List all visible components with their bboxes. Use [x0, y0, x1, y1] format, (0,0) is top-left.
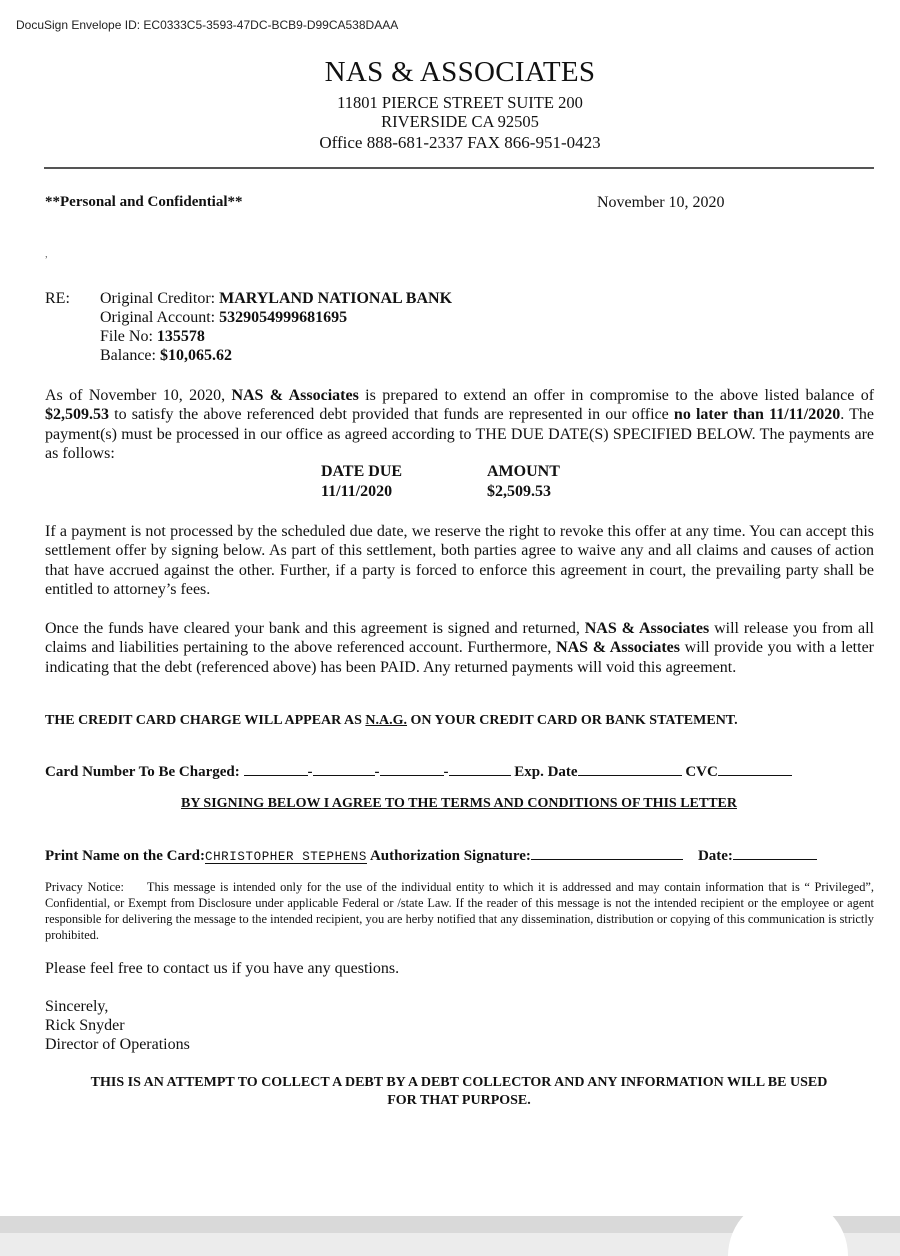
- authorization-signature-label: Authorization Signature:: [369, 848, 531, 864]
- creditor-label: Original Creditor:: [100, 290, 220, 307]
- release-text: will release you from all claims and liabilities pertaining to the above referenced account. Furthermore,: [45, 620, 874, 657]
- exp-date-field[interactable]: [578, 762, 682, 776]
- company-ref: NAS & Associates: [584, 620, 710, 637]
- company-ref: NAS & Associates: [556, 639, 680, 657]
- terms-paragraph: If a payment is not processed by the scheduled due date, we reserve the right to revoke this offer at any time. You can accept this settlement offer by signing below. As part of this settlement, both parties agree to waive any and all claims and causes of action that have accrued against the other. Further, if a party is forced to enforce this agreement in court, the prevailing party shall be entitled to attorney’s fees.: [45, 523, 874, 599]
- offer-text: . The payment(s) must be processed in our office as agreed according to THE DUE DATE(S) SPECIFIED BELOW. The payments are as follows:: [45, 406, 874, 463]
- exp-date-label: Exp. Date: [514, 764, 578, 780]
- balance-value: $10,065.62: [159, 347, 232, 364]
- charge-descriptor: N.A.G.: [365, 713, 408, 728]
- header-divider: [44, 167, 874, 169]
- company-ref: NAS & Associates: [231, 387, 359, 404]
- privacy-notice: [45, 879, 874, 943]
- creditor-value: MARYLAND NATIONAL BANK: [219, 290, 453, 307]
- debt-disclaimer-line-2: FOR THAT PURPOSE.: [387, 1093, 531, 1108]
- offer-text: to satisfy the above referenced debt provided that funds are represented in our office: [109, 406, 674, 424]
- debt-disclaimer-line-1: THIS IS AN ATTEMPT TO COLLECT A DEBT BY A DEBT COLLECTOR AND ANY INFORMATION WILL BE USED: [90, 1075, 828, 1090]
- closing-salutation: Sincerely,: [45, 998, 109, 1015]
- privacy-notice-label: Privacy Notice:: [45, 880, 124, 894]
- address-line-1: 11801 PIERCE STREET SUITE 200: [337, 93, 583, 112]
- offer-text: is prepared to extend an offer in compromise to the above listed balance of: [358, 387, 875, 404]
- company-name: NAS & ASSOCIATES: [324, 56, 596, 88]
- cvc-field[interactable]: [718, 762, 792, 776]
- card-number-field-3[interactable]: [380, 762, 444, 776]
- original-account: [100, 309, 347, 327]
- due-amount-value: $2,509.53: [487, 483, 551, 500]
- print-name-label: Print Name on the Card:: [45, 848, 205, 864]
- signature-date-field[interactable]: [733, 846, 817, 860]
- file-number: [100, 328, 205, 346]
- signature-date-label: Date:: [697, 848, 733, 864]
- file-label: File No:: [100, 328, 157, 345]
- card-number-field-2[interactable]: [313, 762, 375, 776]
- file-value: 135578: [156, 328, 205, 345]
- offer-paragraph: [45, 386, 874, 464]
- account-value: 5329054999681695: [219, 309, 348, 326]
- phone-line: Office 888-681-2337 FAX 866-951-0423: [319, 133, 601, 152]
- dash: -: [443, 764, 449, 780]
- balance: [100, 347, 232, 365]
- envelope-id: DocuSign Envelope ID: EC0333C5-3593-47DC-BCB9-D99CA538DAAA: [16, 18, 399, 32]
- account-label: Original Account:: [100, 309, 220, 326]
- release-text: will provide you with a letter indicating that the debt (referenced above) has been PAID. Any returned payments will void this agreement.: [45, 639, 874, 676]
- amount-header: AMOUNT: [487, 463, 560, 480]
- charge-notice-text: ON YOUR CREDIT CARD OR BANK STATEMENT.: [407, 713, 738, 728]
- offer-amount: $2,509.53: [45, 406, 109, 424]
- privacy-notice-text: This message is intended only for the use of the individual entity to which it is addressed and may contain information that is “ Privileged”, Confidential, or Exempt from Disclosure under applicable Federal or /state Law. If the reader of this message is not the intended recipient or the employee or agent responsible for delivering the message to the intended recipient, you are herby notified that any dissemination, distribution or copying of this communication is strictly prohibited.: [45, 880, 874, 942]
- card-number-field-4[interactable]: [449, 762, 511, 776]
- dash: -: [374, 764, 380, 780]
- letter-date: November 10, 2020: [597, 194, 725, 211]
- offer-deadline: no later than 11/11/2020: [673, 406, 841, 424]
- offer-text: As of November 10, 2020,: [45, 387, 232, 404]
- contact-line: Please feel free to contact us if you have any questions.: [45, 960, 400, 977]
- date-due-header: DATE DUE: [321, 463, 403, 480]
- release-paragraph: [45, 619, 874, 677]
- release-text: Once the funds have cleared your bank and this agreement is signed and returned,: [45, 620, 585, 637]
- dash: -: [307, 764, 313, 780]
- charge-notice-text: THE CREDIT CARD CHARGE WILL APPEAR AS: [45, 713, 366, 728]
- signature-row: [45, 846, 817, 865]
- balance-label: Balance:: [100, 347, 160, 364]
- signer-name: Rick Snyder: [45, 1017, 125, 1034]
- card-number-row: [45, 762, 792, 781]
- cardholder-name-field[interactable]: CHRISTOPHER STEPHENS: [204, 850, 368, 864]
- signer-title: Director of Operations: [45, 1036, 190, 1053]
- cvc-label: CVC: [685, 764, 718, 780]
- card-number-field-1[interactable]: [244, 762, 308, 776]
- stray-mark: ,: [45, 248, 48, 260]
- card-number-label: Card Number To Be Charged:: [45, 764, 244, 780]
- authorization-signature-field[interactable]: [531, 846, 683, 860]
- agreement-statement: BY SIGNING BELOW I AGREE TO THE TERMS AND CONDITIONS OF THIS LETTER: [180, 796, 738, 811]
- due-date-value: 11/11/2020: [321, 483, 393, 500]
- re-label: RE:: [45, 290, 70, 307]
- original-creditor: [100, 290, 452, 308]
- address-line-2: RIVERSIDE CA 92505: [381, 112, 539, 131]
- confidential-label: **Personal and Confidential**: [45, 194, 243, 210]
- charge-notice: [45, 713, 738, 729]
